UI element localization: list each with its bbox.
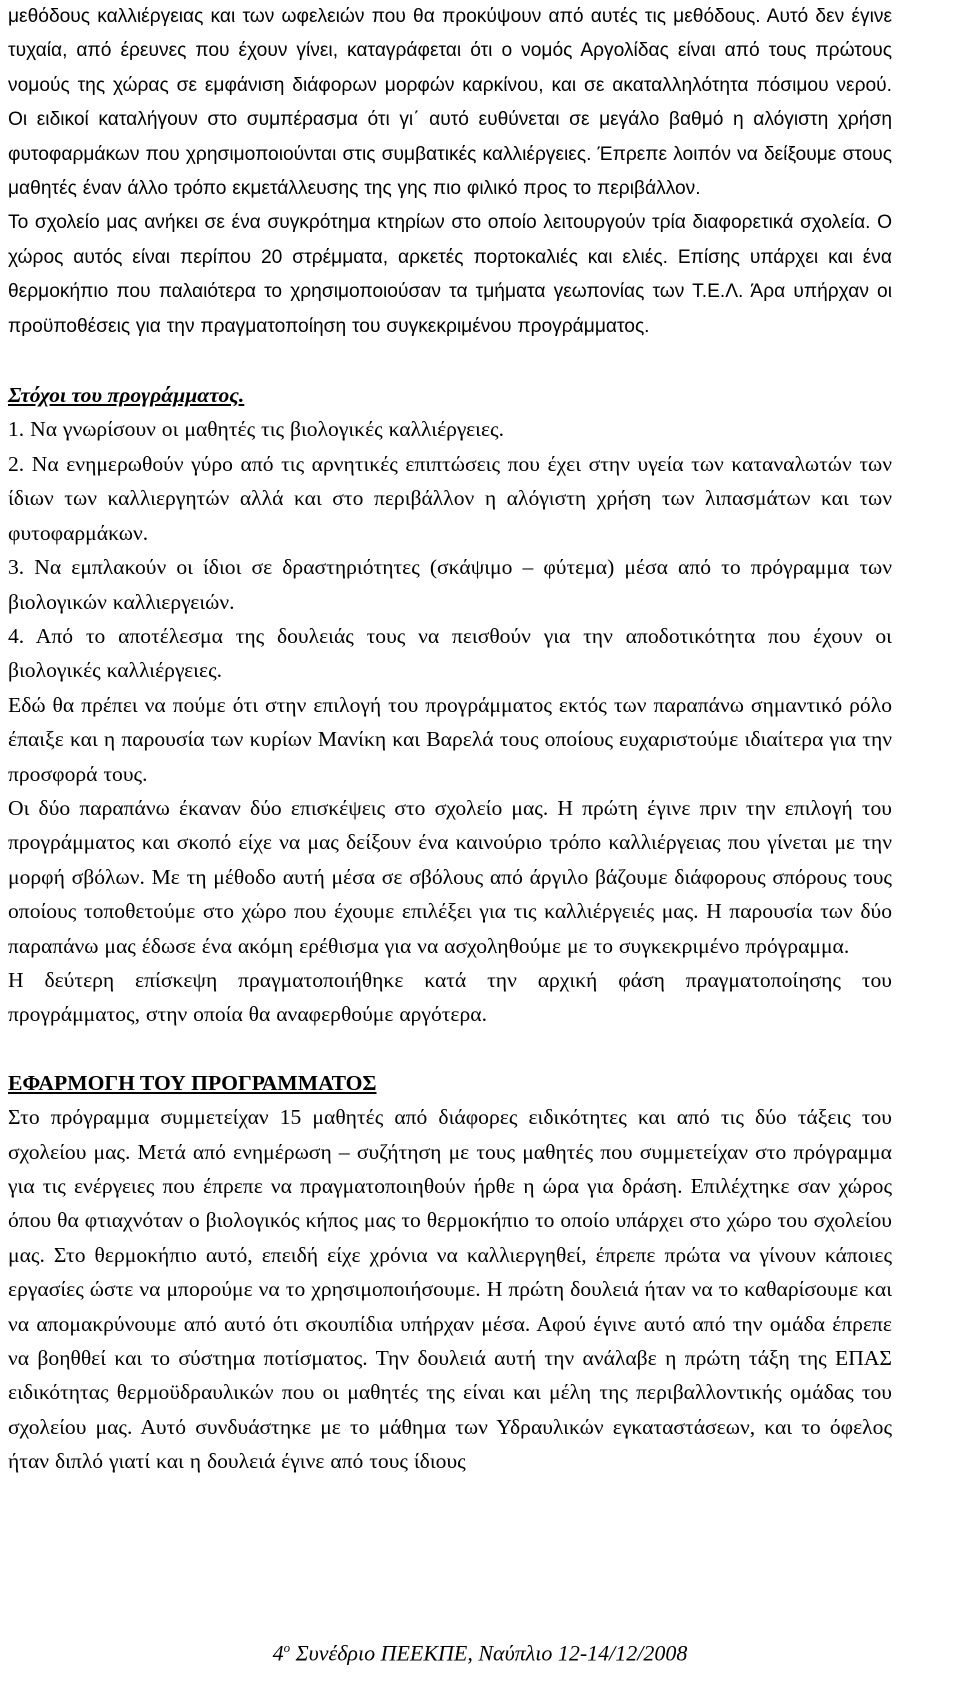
application-paragraph: Στο πρόγραμμα συμμετείχαν 15 μαθητές από διάφορες ειδικότητες και από τις δύο τάξεις του σχολείου μας. Μετά από ενημέρωση – συζήτηση με τους μαθητές που συμμετείχαν στο πρόγραμμα για τις ενέργειες που έπρεπε να πραγματοποιηθούν ήρθε η ώρα για δράση. Επιλέχτηκε σαν χώρος όπου θα φτιαχνόταν ο βιολογικός κήπος μας το θερμοκήπιο το οποίο υπάρχει στο χώρο του σχολείου μας. Στο θερμοκήπιο αυτό, επειδή είχε χρόνια να καλλιεργηθεί, έπρεπε πρώτα να γίνουν κάποιες εργασίες ώστε να μπορούμε να το χρησιμοποιήσουμε. Η πρώτη δουλειά ήταν να το καθαρίσουμε και να απομακρύνουμε από αυτό ότι σκουπίδια υπήρχαν μέσα. Αφού έγινε αυτό από την ομάδα έπρεπε να βοηθθεί και το σύστημα ποτίσματος. Την δουλειά αυτή την ανάλαβε η πρώτη τάξη της ΕΠΑΣ ειδικότητας θερμοϋδραυλικών που οι μαθητές της είναι και μέλη της περιβαλλοντικής ομάδας του σχολείου μας. Αυτό συνδυάστηκε με το μάθημα των Υδραυλικών εγκαταστάσεων, και το όφελος ήταν διπλό γιατί και η δουλειά έγινε από τους ίδιους xyxy=(8,1105,892,1474)
page-footer xyxy=(0,1640,960,1666)
goal-text: Να γνωρίσουν οι μαθητές τις βιολογικές καλλιέργειες. xyxy=(30,417,504,442)
goal-item-2 xyxy=(8,447,892,550)
goal-text: Να εμπλακούν οι ίδιοι σε δραστηριότητες (σκάψιμο – φύτεμα) μέσα από το πρόγραμμα των βιολογικών καλλιεργειών. xyxy=(8,555,892,614)
school-description-paragraph: Το σχολείο μας ανήκει σε ένα συγκρότημα κτηρίων στο οποίο λειτουργούν τρία διαφορετικά σχολεία. Ο χώρος αυτός είναι περίπου 20 στρέμματα, αρκετές πορτοκαλιές και ελιές. Επίσης υπάρχει και ένα θερμοκήπιο που παλαιότερα το χρησιμοποιούσαν τα τμήματα γεωπονίας των Τ.Ε.Λ. Άρα υπήρχαν οι προϋποθέσεις για την πραγματοποίηση του συγκεκριμένου προγράμματος. xyxy=(8,212,892,337)
footer-text: Συνέδριο ΠΕΕΚΠΕ, Ναύπλιο 12-14/12/2008 xyxy=(290,1640,688,1666)
intro-paragraph: μεθόδους καλλιέργειας και των ωφελειών που θα προκύψουν από αυτές τις μεθόδους. Αυτό δεν έγινε τυχαία, από έρευνες που έχουν γίνει, καταγράφεται ότι ο νομός Αργολίδας είναι από τους πρώτους νομούς της χώρας σε εμφάνιση διάφορων μορφών καρκίνου, και σε ακαταλληλότητα πόσιμου νερού. Οι ειδικοί καταλήγουν στο συμπέρασμα ότι γι΄ αυτό ευθύνεται σε μεγάλο βαθμό η αλόγιστη χρήση φυτοφαρμάκων που χρησιμοποιούνται στις συμβατικές καλλιέργειες. Έπρεπε λοιπόν να δείξουμε στους μαθητές έναν άλλο τρόπο εκμετάλλευσης της γης πιο φιλικό προς το περιβάλλον. xyxy=(8,6,892,200)
goal-item-3 xyxy=(8,550,892,619)
goal-number: 2. xyxy=(8,451,25,476)
goal-item-4 xyxy=(8,619,892,688)
goal-text: Από το αποτέλεσμα της δουλειάς τους να πεισθούν για την αποδοτικότητα που έχουν οι βιολογικές καλλιέργειες. xyxy=(8,623,892,683)
visits-paragraph: Οι δύο παραπάνω έκαναν δύο επισκέψεις στο σχολείο μας. Η πρώτη έγινε πριν την επιλογή του προγράμματος και σκοπό είχε να μας δείξουν ένα καινούριο τρόπο καλλιέργειας που γίνεται με την μορφή σβόλων. Με τη μέθοδο αυτή μέσα σε σβόλους από άργιλο βάζουμε διάφορους σπόρους τους οποίους τοποθετούμε στο χώρο που έχουμε επιλέξει για τις καλλιέργειές μας. Η παρουσία των δύο παραπάνω μας έδωσε ένα ακόμη ερέθισμα για να ασχοληθούμε με το συγκεκριμένο πρόγραμμα. xyxy=(8,795,892,958)
footer-ordinal-suffix: ο xyxy=(283,1640,291,1655)
footer-ordinal: 4 xyxy=(272,1640,284,1666)
goal-number: 3. xyxy=(8,555,25,580)
goal-number: 4. xyxy=(8,623,25,648)
document-page xyxy=(8,0,892,1479)
second-visit-paragraph: Η δεύτερη επίσκεψη πραγματοποιήθηκε κατά την αρχική φάση πραγματοποίησης του προγράμματος, στην οποία θα αναφερθούμε αργότερα. xyxy=(8,967,892,1027)
goal-item-1 xyxy=(8,412,892,446)
acknowledgement-paragraph: Εδώ θα πρέπει να πούμε ότι στην επιλογή του προγράμματος εκτός των παραπάνω σημαντικό ρόλο έπαιξε και η παρουσία των κυρίων Μανίκη και Βαρελά τους οποίους ευχαριστούμε ιδιαίτερα για την προσφορά τους. xyxy=(8,692,892,786)
goal-number: 1. xyxy=(8,417,25,442)
goal-text: Να ενημερωθούν γύρο από τις αρνητικές επιπτώσεις που έχει στην υγεία των καταναλωτών των ίδιων των καλλιεργητών αλλά και στο περιβάλλον η αλόγιστη χρήση των λιπασμάτων και των φυτοφαρμάκων. xyxy=(8,451,892,545)
goals-heading: Στόχοι του προγράμματος. xyxy=(8,383,245,408)
application-heading: ΕΦΑΡΜΟΓΗ ΤΟΥ ΠΡΟΓΡΑΜΜΑΤΟΣ xyxy=(8,1070,377,1095)
